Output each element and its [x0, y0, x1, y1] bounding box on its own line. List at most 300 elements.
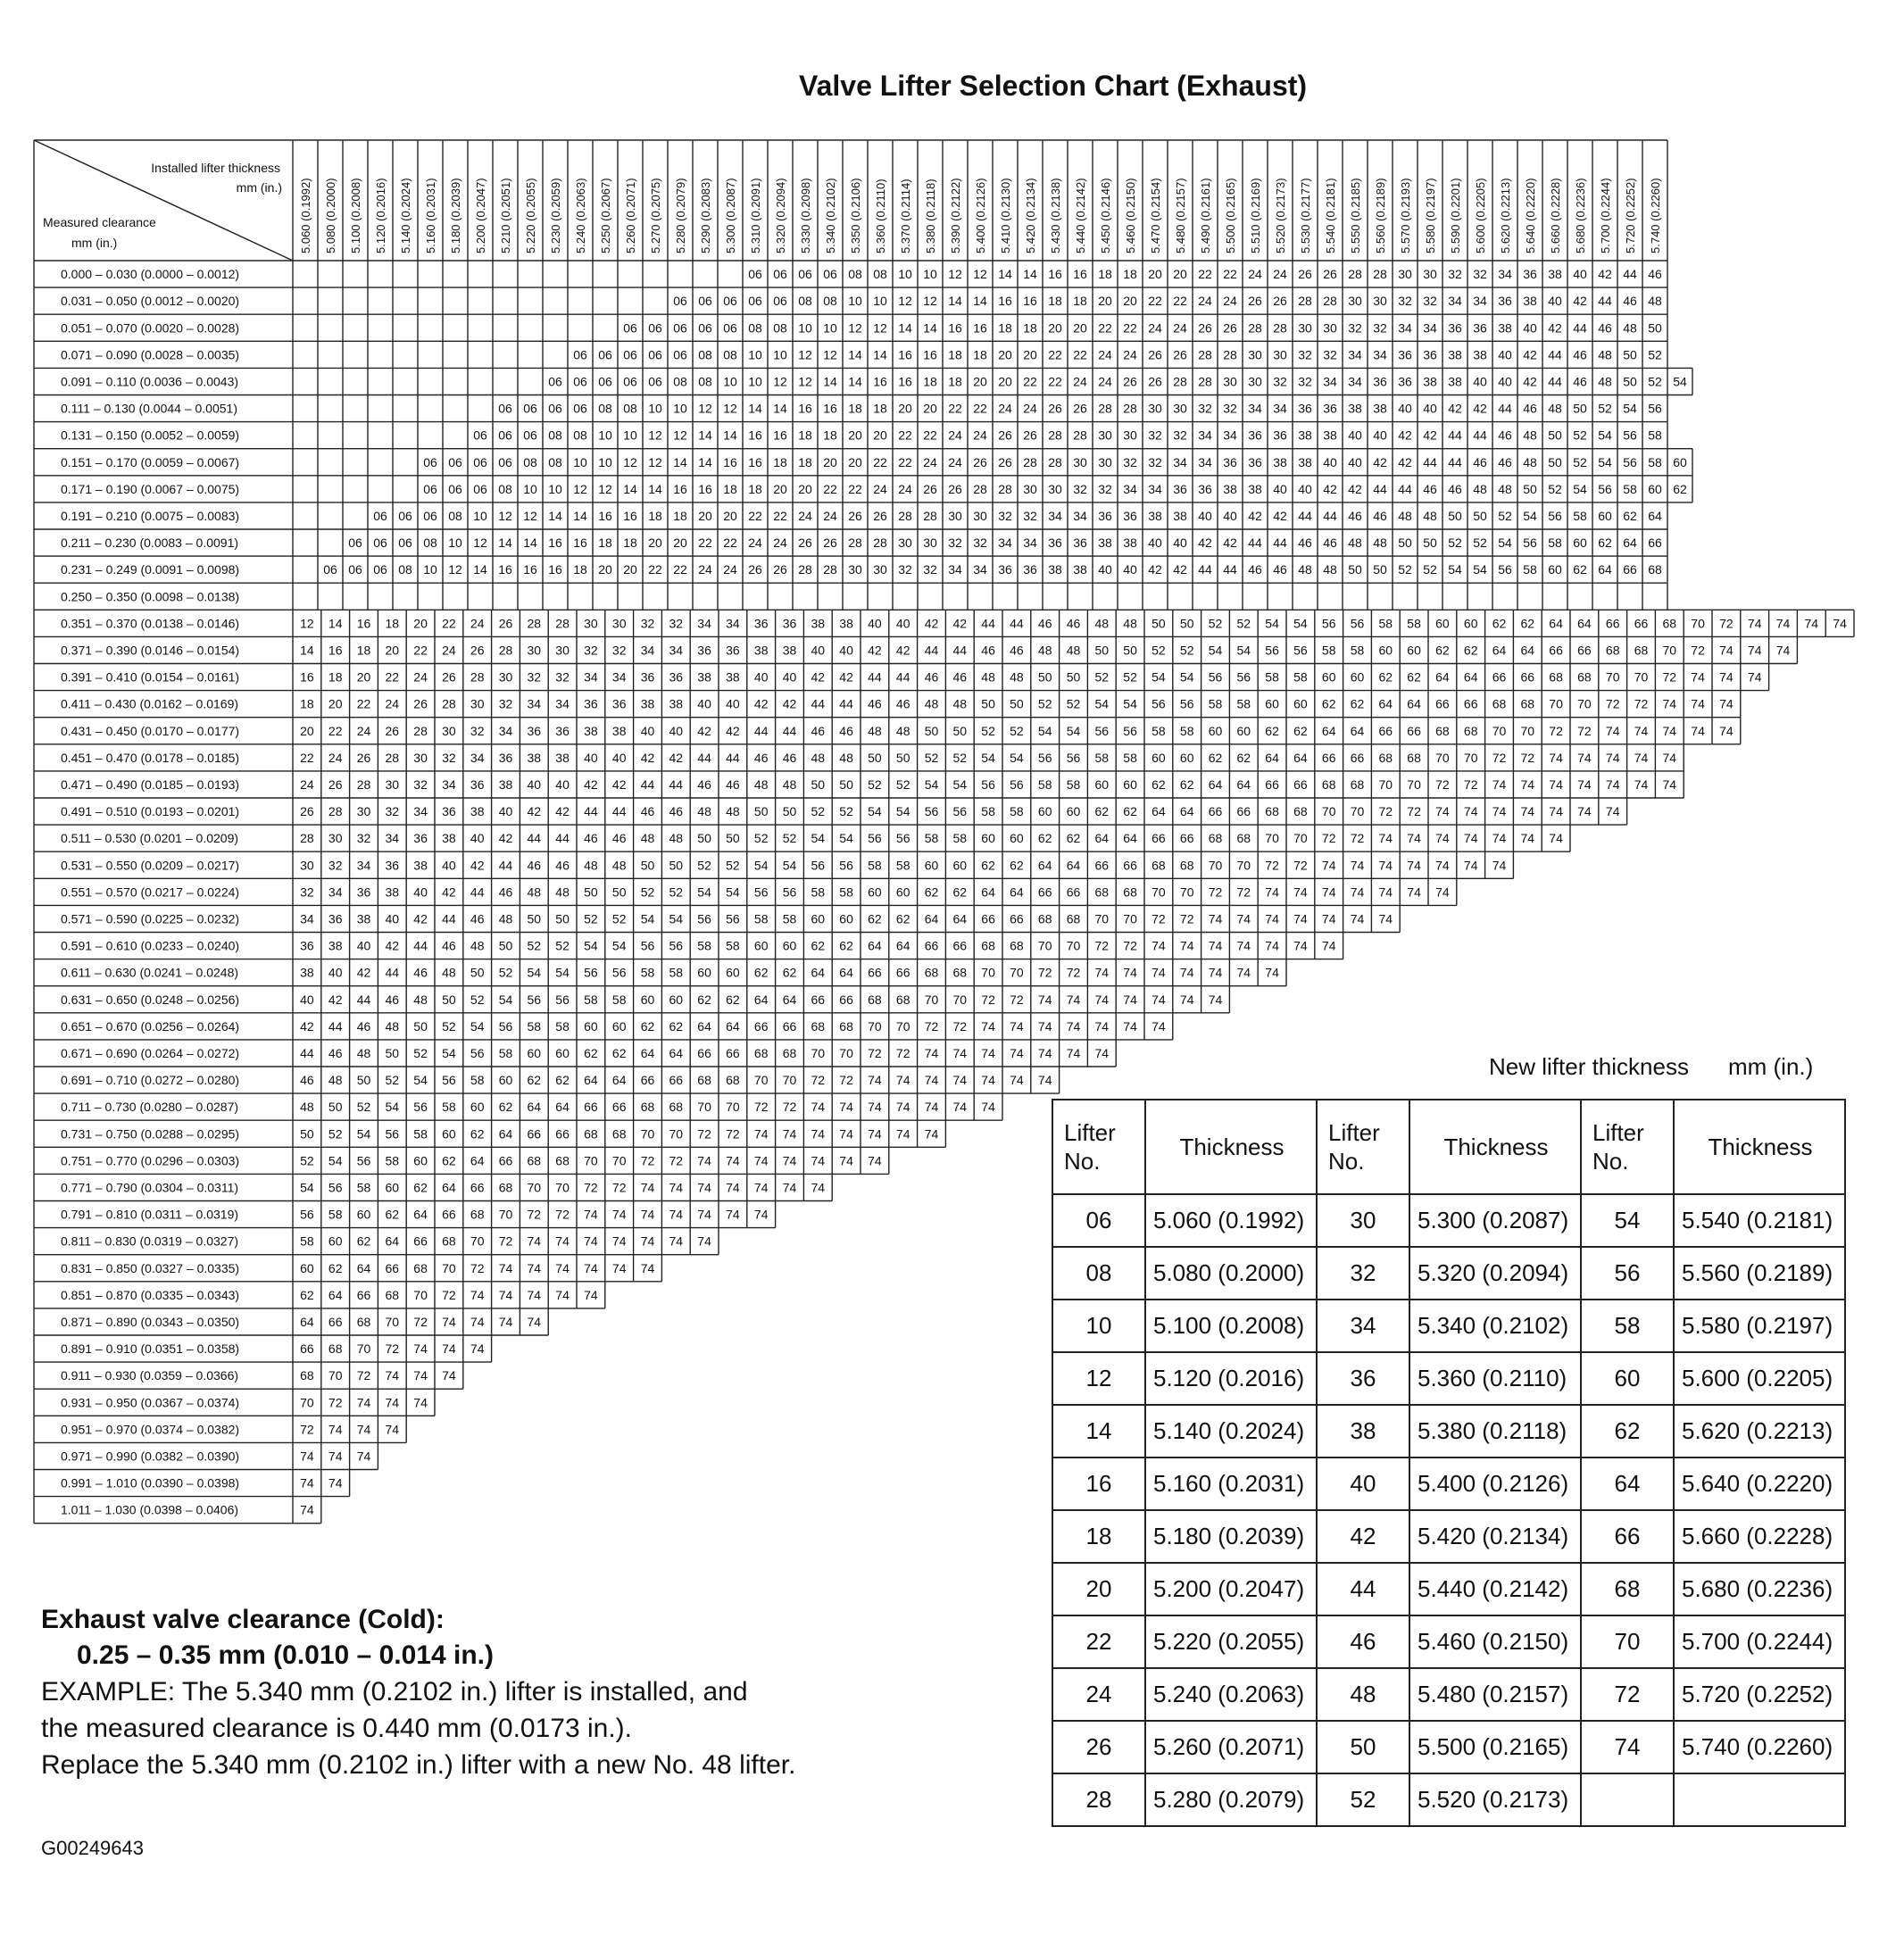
lifter-number-cell: 64 — [1094, 831, 1110, 846]
lifter-number-cell: 74 — [1747, 616, 1762, 631]
lifter-number-cell: 10 — [573, 454, 587, 469]
lifter-number-cell: 34 — [1198, 428, 1212, 443]
lifter-number-cell: 44 — [1623, 267, 1637, 282]
lifter-number-cell: 40 — [1223, 508, 1237, 523]
lifter-number-cell: 28 — [328, 804, 343, 819]
lifter-number-cell: 48 — [1123, 616, 1137, 631]
lifter-number-cell: 74 — [1094, 992, 1110, 1007]
lifter-number-cell: 72 — [726, 1126, 740, 1142]
lifter-number-cell: 74 — [1492, 831, 1507, 846]
measured-clearance-label: 0.711 – 0.730 (0.0280 – 0.0287) — [61, 1100, 239, 1115]
lifter-number-cell: 72 — [1152, 911, 1166, 926]
lifter-number-cell: 44 — [1398, 481, 1412, 496]
lifter-number-cell: 50 — [1523, 481, 1537, 496]
lifter-number-cell: 70 — [1123, 911, 1137, 926]
lifter-number-cell: 68 — [300, 1368, 314, 1383]
lifter-number-cell: 16 — [748, 428, 762, 443]
thickness-cell: 5.400 (0.2126) — [1409, 1457, 1581, 1510]
lifter-number-cell: 38 — [726, 669, 740, 685]
lifter-number-cell: 06 — [423, 508, 437, 523]
installed-thickness-label: 5.080 (0.2000) — [324, 178, 337, 253]
lifter-number-cell: 20 — [1048, 320, 1062, 336]
lifter-number-cell: 12 — [723, 401, 737, 416]
lifter-number-cell: 66 — [527, 1126, 542, 1142]
lifter-number-cell: 74 — [868, 1073, 882, 1088]
lifter-number-cell: 64 — [1549, 616, 1563, 631]
lifter-number-cell: 44 — [300, 1045, 314, 1060]
lifter-no-cell: 36 — [1317, 1352, 1409, 1405]
lifter-number-cell: 46 — [839, 723, 853, 738]
lifter-number-cell: 74 — [868, 1126, 882, 1142]
installed-thickness-label: 5.350 (0.2106) — [849, 178, 862, 253]
lifter-number-cell: 34 — [998, 536, 1012, 551]
lifter-number-cell: 18 — [948, 347, 962, 362]
lifter-number-cell: 24 — [1148, 320, 1162, 336]
lifter-number-cell: 66 — [1634, 616, 1649, 631]
lifter-number-cell: 52 — [1236, 616, 1251, 631]
installed-thickness-label: 5.470 (0.2154) — [1149, 178, 1162, 253]
lifter-number-cell: 24 — [973, 428, 987, 443]
lifter-number-cell: 74 — [1605, 776, 1620, 792]
lifter-number-cell: 22 — [698, 536, 712, 551]
lifter-number-cell: 64 — [356, 1260, 371, 1275]
lifter-number-cell: 72 — [924, 1018, 939, 1034]
lifter-number-cell: 10 — [623, 428, 637, 443]
lifter-number-cell: 56 — [555, 992, 570, 1007]
lifter-number-cell: 60 — [782, 938, 797, 953]
lifter-number-cell: 14 — [748, 401, 762, 416]
lifter-number-cell: 52 — [1066, 696, 1081, 711]
thickness-cell: 5.380 (0.2118) — [1409, 1405, 1581, 1457]
lifter-number-cell: 24 — [1023, 401, 1037, 416]
lifter-number-cell: 54 — [1208, 643, 1223, 658]
lifter-number-cell: 74 — [527, 1260, 542, 1275]
lifter-number-cell: 08 — [823, 294, 837, 309]
lifter-number-cell: 30 — [470, 696, 485, 711]
lifter-number-cell: 06 — [473, 428, 487, 443]
measured-clearance-label: 0.631 – 0.650 (0.0248 – 0.0256) — [61, 992, 240, 1007]
lifter-number-cell: 16 — [748, 454, 762, 469]
lifter-number-cell: 58 — [1010, 804, 1024, 819]
lifter-number-cell: 38 — [442, 831, 456, 846]
lifter-number-cell: 40 — [1323, 454, 1337, 469]
lifter-number-cell: 58 — [1179, 723, 1194, 738]
lifter-number-cell: 66 — [1378, 723, 1393, 738]
lifter-no-cell: 58 — [1581, 1300, 1674, 1352]
lifter-number-cell: 22 — [873, 454, 887, 469]
notes-block — [41, 1602, 795, 1783]
lifter-number-cell: 56 — [1152, 696, 1166, 711]
lifter-number-cell: 40 — [470, 831, 485, 846]
lifter-number-cell: 58 — [1236, 696, 1251, 711]
lifter-number-cell: 16 — [328, 643, 343, 658]
lifter-number-cell: 22 — [973, 401, 987, 416]
lifter-number-cell: 30 — [300, 858, 314, 873]
lifter-number-cell: 56 — [811, 858, 826, 873]
lifter-number-cell: 56 — [1623, 428, 1637, 443]
lifter-number-cell: 32 — [555, 669, 570, 685]
lifter-number-cell: 40 — [1348, 454, 1362, 469]
lifter-number-cell: 60 — [356, 1207, 371, 1222]
lifter-number-cell: 24 — [470, 616, 485, 631]
lifter-number-cell: 74 — [1407, 858, 1421, 873]
lifter-number-cell: 74 — [1123, 992, 1137, 1007]
measured-clearance-label: 0.531 – 0.550 (0.0209 – 0.0217) — [61, 858, 240, 873]
lifter-number-cell: 46 — [328, 1045, 343, 1060]
lifter-number-cell: 74 — [1378, 911, 1393, 926]
lifter-number-cell: 32 — [669, 616, 684, 631]
lifter-number-cell: 64 — [1435, 669, 1450, 685]
lifter-number-cell: 56 — [697, 911, 711, 926]
lifter-number-cell: 22 — [1198, 267, 1212, 282]
lifter-number-cell: 72 — [1691, 643, 1705, 658]
lifter-number-cell: 74 — [1094, 965, 1110, 980]
lifter-number-cell: 66 — [1321, 750, 1336, 765]
lifter-number-cell: 44 — [1010, 616, 1024, 631]
lifter-number-cell: 72 — [1179, 911, 1194, 926]
lifter-number-cell: 64 — [584, 1073, 598, 1088]
lifter-number-cell: 42 — [1598, 267, 1612, 282]
lifter-number-cell: 06 — [648, 374, 662, 389]
lifter-number-cell: 70 — [669, 1126, 684, 1142]
lifter-number-cell: 58 — [1321, 643, 1336, 658]
lifter-number-cell: 10 — [898, 267, 912, 282]
lifter-number-cell: 58 — [811, 884, 826, 900]
installed-thickness-label: 5.590 (0.2201) — [1449, 178, 1462, 253]
lifter-number-cell: 74 — [1833, 616, 1847, 631]
lifter-number-cell: 60 — [527, 1045, 542, 1060]
measured-clearance-label: 0.731 – 0.750 (0.0288 – 0.0295) — [61, 1126, 240, 1142]
thickness-cell: 5.360 (0.2110) — [1409, 1352, 1581, 1405]
lifter-number-cell: 60 — [584, 1018, 598, 1034]
lifter-number-cell: 10 — [648, 401, 662, 416]
lifter-number-cell: 74 — [1747, 643, 1762, 658]
lifter-number-cell: 64 — [1598, 562, 1612, 577]
lifter-number-cell: 58 — [1037, 776, 1052, 792]
lifter-number-cell: 46 — [1573, 374, 1587, 389]
lifter-number-cell: 58 — [527, 1018, 542, 1034]
lifter-number-cell: 38 — [1298, 428, 1312, 443]
lifter-number-cell: 30 — [1048, 481, 1062, 496]
lifter-number-cell: 52 — [1152, 643, 1166, 658]
lifter-number-cell: 74 — [1804, 616, 1819, 631]
lifter-number-cell: 60 — [1179, 750, 1194, 765]
lifter-number-cell: 48 — [442, 965, 456, 980]
lifter-number-cell: 44 — [1448, 454, 1462, 469]
lifter-number-cell: 52 — [1448, 536, 1462, 551]
lifter-number-cell: 34 — [697, 616, 711, 631]
installed-thickness-label: 5.450 (0.2146) — [1099, 178, 1112, 253]
lifter-number-cell: 74 — [811, 1153, 826, 1168]
lifter-no-cell: 52 — [1317, 1773, 1409, 1826]
lifter-number-cell: 40 — [1398, 401, 1412, 416]
lifter-number-cell: 12 — [698, 401, 712, 416]
lifter-number-cell: 46 — [811, 723, 826, 738]
lifter-number-cell: 60 — [1435, 616, 1450, 631]
lifter-number-cell: 68 — [1407, 750, 1421, 765]
lifter-number-cell: 74 — [328, 1475, 343, 1491]
lifter-number-cell: 74 — [555, 1233, 570, 1249]
lifter-number-cell: 56 — [1648, 401, 1662, 416]
lifter-number-cell: 26 — [1198, 320, 1212, 336]
lifter-number-cell: 44 — [669, 776, 684, 792]
lifter-number-cell: 54 — [1598, 454, 1612, 469]
lifter-number-cell: 16 — [548, 562, 562, 577]
lifter-no-cell — [1581, 1773, 1674, 1826]
measured-clearance-label: 0.391 – 0.410 (0.0154 – 0.0161) — [61, 669, 240, 685]
installed-thickness-label: 5.270 (0.2075) — [649, 178, 662, 253]
lifter-number-cell: 54 — [1573, 481, 1587, 496]
lifter-number-cell: 50 — [726, 831, 740, 846]
lifter-number-cell: 46 — [356, 1018, 371, 1034]
lifter-number-cell: 36 — [356, 884, 371, 900]
lifter-number-cell: 68 — [782, 1045, 797, 1060]
lifter-number-cell: 74 — [669, 1180, 684, 1195]
lifter-number-cell: 34 — [498, 723, 513, 738]
lifter-number-cell: 34 — [1123, 481, 1137, 496]
lifter-number-cell: 72 — [1321, 831, 1336, 846]
measured-clearance-label: 1.011 – 1.030 (0.0398 – 0.0406) — [61, 1502, 239, 1517]
lifter-number-cell: 68 — [839, 1018, 853, 1034]
lifter-number-cell: 14 — [873, 347, 887, 362]
lifter-number-cell: 34 — [1198, 454, 1212, 469]
lifter-number-cell: 58 — [328, 1207, 343, 1222]
installed-thickness-label: 5.500 (0.2165) — [1224, 178, 1237, 253]
lifter-number-cell: 54 — [640, 911, 655, 926]
lifter-number-cell: 74 — [1463, 804, 1478, 819]
lifter-number-cell: 60 — [868, 884, 882, 900]
lifter-number-cell: 36 — [1223, 454, 1237, 469]
lifter-number-cell: 52 — [1398, 562, 1412, 577]
lifter-number-cell: 40 — [895, 616, 910, 631]
lifter-no-cell: 48 — [1317, 1668, 1409, 1721]
lifter-number-cell: 54 — [952, 776, 968, 792]
lifter-number-cell: 18 — [798, 428, 812, 443]
lifter-number-cell: 60 — [442, 1126, 456, 1142]
lifter-number-cell: 74 — [1321, 911, 1336, 926]
lifter-number-cell: 20 — [300, 723, 314, 738]
lifter-number-cell: 06 — [723, 320, 737, 336]
lifter-number-cell: 24 — [948, 428, 962, 443]
lifter-number-cell: 74 — [1208, 938, 1223, 953]
lifter-number-cell: 42 — [1173, 562, 1187, 577]
lifter-number-cell: 30 — [973, 508, 987, 523]
lifter-number-cell: 72 — [839, 1073, 853, 1088]
lifter-number-cell: 14 — [973, 294, 987, 309]
lifter-number-cell: 06 — [373, 562, 387, 577]
lifter-number-cell: 18 — [823, 428, 837, 443]
lifter-number-cell: 30 — [898, 536, 912, 551]
lifter-number-cell: 18 — [723, 481, 737, 496]
lifter-number-cell: 42 — [1323, 481, 1337, 496]
lifter-number-cell: 06 — [473, 481, 487, 496]
lifter-number-cell: 56 — [1350, 616, 1365, 631]
lifter-number-cell: 68 — [328, 1341, 343, 1357]
lifter-number-cell: 68 — [1179, 858, 1194, 873]
lifter-number-cell: 16 — [798, 401, 812, 416]
lifter-number-cell: 14 — [328, 616, 343, 631]
lifter-number-cell: 06 — [423, 454, 437, 469]
corner-measured-unit: mm (in.) — [71, 236, 118, 250]
lifter-number-cell: 74 — [300, 1449, 314, 1464]
lifter-number-cell: 66 — [1623, 562, 1637, 577]
lifter-number-cell: 44 — [1373, 481, 1387, 496]
lifter-number-cell: 68 — [1321, 776, 1336, 792]
lifter-number-cell: 74 — [611, 1233, 627, 1249]
lifter-number-cell: 44 — [1448, 428, 1462, 443]
lifter-number-cell: 60 — [611, 1018, 627, 1034]
lifter-number-cell: 34 — [611, 669, 627, 685]
lifter-number-cell: 70 — [498, 1207, 513, 1222]
measured-clearance-label: 0.771 – 0.790 (0.0304 – 0.0311) — [61, 1180, 239, 1195]
lifter-number-cell: 20 — [623, 562, 637, 577]
lifter-number-cell: 58 — [1573, 508, 1587, 523]
lifter-number-cell: 54 — [1179, 669, 1194, 685]
lifter-number-cell: 62 — [1598, 536, 1612, 551]
lifter-number-cell: 12 — [948, 267, 962, 282]
lifter-number-cell: 46 — [611, 831, 627, 846]
lifter-number-cell: 66 — [811, 992, 826, 1007]
lifter-number-cell: 68 — [1037, 911, 1052, 926]
lifter-number-cell: 66 — [895, 965, 910, 980]
lifter-number-cell: 16 — [948, 320, 962, 336]
lifter-number-cell: 58 — [442, 1100, 456, 1115]
lifter-number-cell: 52 — [385, 1073, 400, 1088]
lifter-number-cell: 74 — [442, 1314, 456, 1329]
lifter-number-cell: 66 — [1549, 643, 1563, 658]
lifter-number-cell: 74 — [1208, 992, 1223, 1007]
lifter-number-cell: 10 — [723, 374, 737, 389]
lifter-number-cell: 44 — [782, 723, 797, 738]
lifter-number-cell: 74 — [1435, 858, 1450, 873]
lifter-number-cell: 30 — [1248, 347, 1262, 362]
lifter-number-cell: 40 — [697, 696, 711, 711]
lifter-number-cell: 42 — [1523, 347, 1537, 362]
lifter-number-cell: 36 — [1098, 508, 1112, 523]
lifter-number-cell: 50 — [1037, 669, 1052, 685]
lifter-number-cell: 40 — [1298, 481, 1312, 496]
lifter-number-cell: 32 — [1398, 294, 1412, 309]
lifter-number-cell: 54 — [981, 750, 995, 765]
lifter-number-cell: 48 — [868, 723, 882, 738]
lifter-number-cell: 06 — [823, 267, 837, 282]
lifter-number-cell: 74 — [1293, 884, 1308, 900]
lifter-number-cell: 60 — [1378, 643, 1393, 658]
lifter-number-cell: 12 — [898, 294, 912, 309]
lifter-number-cell: 74 — [895, 1126, 910, 1142]
lifter-number-cell: 54 — [1448, 562, 1462, 577]
lifter-number-cell: 74 — [1236, 965, 1251, 980]
lifter-number-cell: 64 — [470, 1153, 485, 1168]
lifter-number-cell: 14 — [648, 481, 662, 496]
lifter-number-cell: 34 — [1173, 454, 1187, 469]
lifter-number-cell: 64 — [981, 884, 995, 900]
lifter-number-cell: 52 — [1179, 643, 1194, 658]
header-lifter-no: Lifter No. — [1317, 1100, 1409, 1194]
lifter-number-cell: 28 — [848, 536, 862, 551]
lifter-number-cell: 54 — [669, 911, 684, 926]
lifter-number-cell: 74 — [753, 1153, 769, 1168]
lifter-number-cell: 38 — [1273, 454, 1287, 469]
lifter-number-cell: 36 — [998, 562, 1012, 577]
lifter-number-cell: 18 — [973, 347, 987, 362]
lifter-number-cell: 58 — [1066, 776, 1081, 792]
lifter-number-cell: 74 — [1605, 723, 1620, 738]
lifter-number-cell: 74 — [1605, 804, 1620, 819]
lifter-number-cell: 68 — [555, 1153, 570, 1168]
lifter-number-cell: 62 — [611, 1045, 627, 1060]
lifter-number-cell: 66 — [442, 1207, 456, 1222]
lifter-number-cell: 36 — [611, 696, 627, 711]
lifter-number-cell: 44 — [1548, 347, 1562, 362]
lifter-number-cell: 64 — [1520, 643, 1535, 658]
lifter-number-cell: 24 — [1173, 320, 1187, 336]
lifter-number-cell: 32 — [1023, 508, 1037, 523]
lifter-number-cell: 28 — [998, 481, 1012, 496]
lifter-number-cell: 38 — [356, 911, 371, 926]
lifter-number-cell: 64 — [1265, 750, 1279, 765]
lifter-number-cell: 74 — [498, 1314, 513, 1329]
lifter-number-cell: 28 — [973, 481, 987, 496]
lifter-number-cell: 54 — [1152, 669, 1166, 685]
lifter-number-cell: 62 — [1435, 643, 1450, 658]
lifter-number-cell: 60 — [1463, 616, 1478, 631]
lifter-number-cell: 74 — [1407, 831, 1421, 846]
lifter-number-cell: 26 — [413, 696, 428, 711]
lifter-number-cell: 52 — [1648, 347, 1662, 362]
lifter-number-cell: 06 — [698, 294, 712, 309]
lifter-number-cell: 70 — [1152, 884, 1166, 900]
lifter-number-cell: 08 — [523, 454, 537, 469]
lifter-number-cell: 22 — [1098, 320, 1112, 336]
lifter-number-cell: 32 — [1423, 294, 1437, 309]
lifter-number-cell: 48 — [1398, 508, 1412, 523]
lifter-number-cell: 68 — [1123, 884, 1137, 900]
lifter-number-cell: 72 — [1662, 669, 1677, 685]
thickness-cell: 5.060 (0.1992) — [1145, 1194, 1317, 1247]
lifter-number-cell: 30 — [1348, 294, 1362, 309]
lifter-number-cell: 44 — [811, 696, 826, 711]
lifter-number-cell: 36 — [300, 938, 314, 953]
thickness-cell: 5.480 (0.2157) — [1409, 1668, 1581, 1721]
lifter-number-cell: 52 — [811, 804, 826, 819]
thickness-cell: 5.660 (0.2228) — [1674, 1510, 1845, 1563]
lifter-number-cell: 74 — [1492, 776, 1507, 792]
lifter-number-cell: 52 — [1037, 696, 1052, 711]
lifter-number-cell: 68 — [895, 992, 910, 1007]
measured-clearance-label: 0.791 – 0.810 (0.0311 – 0.0319) — [61, 1207, 239, 1222]
lifter-number-cell: 70 — [1066, 938, 1081, 953]
lifter-number-cell: 60 — [1265, 696, 1279, 711]
lifter-number-cell: 10 — [548, 481, 562, 496]
lifter-number-cell: 22 — [1048, 347, 1062, 362]
lifter-number-cell: 14 — [923, 320, 937, 336]
lifter-number-cell: 36 — [640, 669, 655, 685]
lifter-number-cell: 48 — [1648, 294, 1662, 309]
lifter-number-cell: 36 — [1423, 347, 1437, 362]
measured-clearance-label: 0.000 – 0.030 (0.0000 – 0.0012) — [61, 267, 240, 282]
lifter-number-cell: 52 — [726, 858, 740, 873]
lifter-number-cell: 62 — [1350, 696, 1365, 711]
lifter-number-cell: 60 — [1236, 723, 1251, 738]
lifter-number-cell: 18 — [598, 536, 612, 551]
installed-thickness-label: 5.370 (0.2114) — [899, 179, 912, 253]
lifter-number-cell: 52 — [839, 804, 853, 819]
lifter-number-cell: 36 — [1398, 347, 1412, 362]
lifter-number-cell: 38 — [1098, 536, 1112, 551]
lifter-number-cell: 46 — [782, 750, 797, 765]
lifter-number-cell: 36 — [584, 696, 598, 711]
